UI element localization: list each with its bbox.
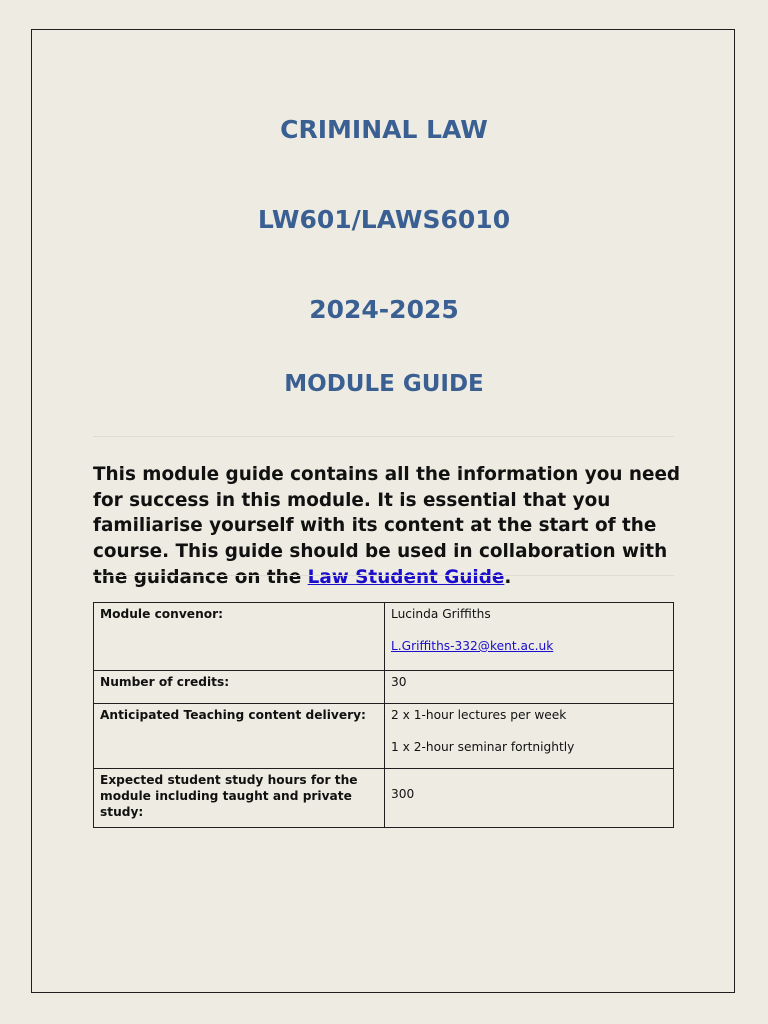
credits-value: 30 xyxy=(385,671,674,704)
delivery-lectures: 2 x 1-hour lectures per week xyxy=(391,708,567,722)
convenor-email-link[interactable]: L.Griffiths-332@kent.ac.uk xyxy=(391,639,554,653)
law-student-guide-link[interactable]: Law Student Guide xyxy=(307,566,505,588)
table-row xyxy=(94,603,674,671)
convenor-cell xyxy=(385,603,674,671)
delivery-seminars: 1 x 2-hour seminar fortnightly xyxy=(391,740,575,754)
intro-trailing: . xyxy=(504,566,512,588)
module-code: LW601/LAWS6010 xyxy=(257,205,511,234)
intro-paragraph xyxy=(93,462,683,591)
study-hours-number: 300 xyxy=(391,786,415,801)
table-row xyxy=(94,704,674,769)
study-hours-value xyxy=(385,769,674,828)
document-title: CRIMINAL LAW xyxy=(280,115,488,144)
delivery-label: Anticipated Teaching content delivery: xyxy=(94,704,385,769)
module-guide-heading: MODULE GUIDE xyxy=(284,371,484,397)
convenor-label: Module convenor: xyxy=(94,603,385,671)
intro-text: This module guide contains all the information you need for success in this module. It is essential that you familiarise yourself with its content at the start of the course. This guide should be used in collaboration with the guidance on the xyxy=(93,464,681,588)
module-info-table xyxy=(93,602,674,828)
convenor-name: Lucinda Griffiths xyxy=(391,607,491,621)
divider-top xyxy=(93,436,674,437)
divider-bottom xyxy=(93,575,674,576)
table-row xyxy=(94,769,674,828)
study-hours-label: Expected student study hours for the module including taught and private study: xyxy=(94,769,385,828)
credits-label: Number of credits: xyxy=(94,671,385,704)
table-row xyxy=(94,671,674,704)
delivery-cell xyxy=(385,704,674,769)
academic-year: 2024-2025 xyxy=(309,295,459,324)
